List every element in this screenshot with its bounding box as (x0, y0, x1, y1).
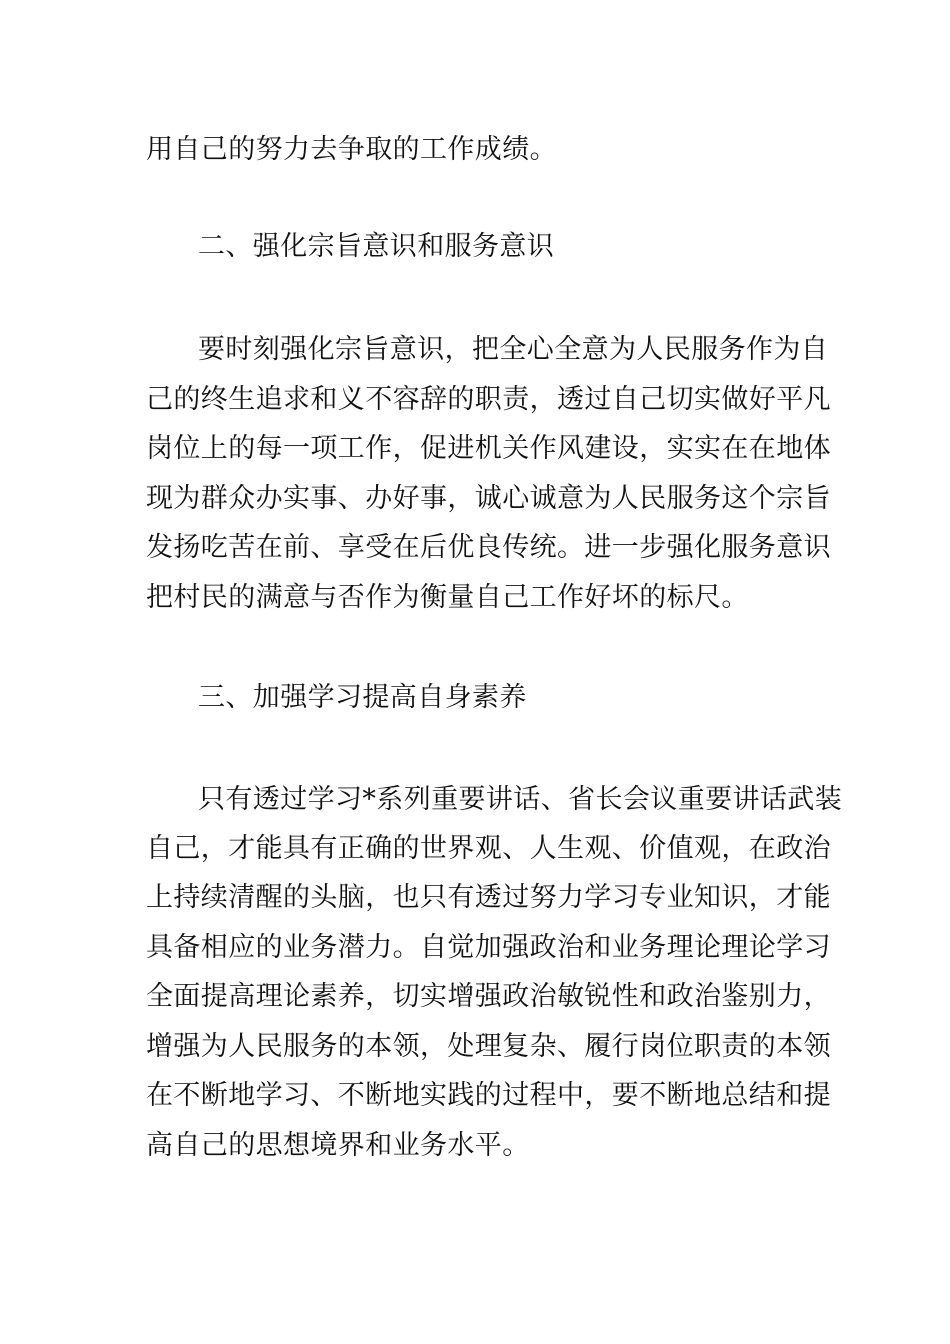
paragraph-line: 增强为人民服务的本领，处理复杂、履行岗位职责的本领 (146, 1031, 831, 1062)
paragraph-line: 用自己的努力去争取的工作成绩。 (146, 134, 557, 165)
paragraph-line: 把村民的满意与否作为衡量自己工作好坏的标尺。 (146, 582, 749, 613)
paragraph-line: 现为群众办实事、办好事，诚心诚意为人民服务这个宗旨 (146, 483, 831, 514)
paragraph-line: 己的终生追求和义不容辞的职责，透过自己切实做好平凡 (146, 384, 831, 415)
paragraph-line: 要时刻强化宗旨意识，把全心全意为人民服务作为自 (198, 334, 829, 365)
paragraph-line: 自己，才能具有正确的世界观、人生观、价值观，在政治 (146, 833, 831, 864)
paragraph-line: 全面提高理论素养，切实增强政治敏锐性和政治鉴别力， (146, 981, 831, 1012)
paragraph-line: 发扬吃苦在前、享受在后优良传统。进一步强化服务意识 (146, 532, 831, 563)
paragraph-line: 上持续清醒的头脑，也只有透过努力学习专业知识，才能 (146, 882, 831, 913)
paragraph-line: 只有透过学习*系列重要讲话、省长会议重要讲话武装 (198, 784, 843, 815)
section-heading: 三、加强学习提高自身素养 (198, 682, 527, 713)
paragraph-line: 在不断地学习、不断地实践的过程中，要不断地总结和提 (146, 1080, 831, 1111)
paragraph-line: 具备相应的业务潜力。自觉加强政治和业务理论理论学习 (146, 932, 831, 963)
paragraph-line: 岗位上的每一项工作，促进机关作风建设，实实在在地体 (146, 433, 831, 464)
paragraph-line: 高自己的思想境界和业务水平。 (146, 1130, 530, 1161)
section-heading: 二、强化宗旨意识和服务意识 (198, 231, 555, 262)
